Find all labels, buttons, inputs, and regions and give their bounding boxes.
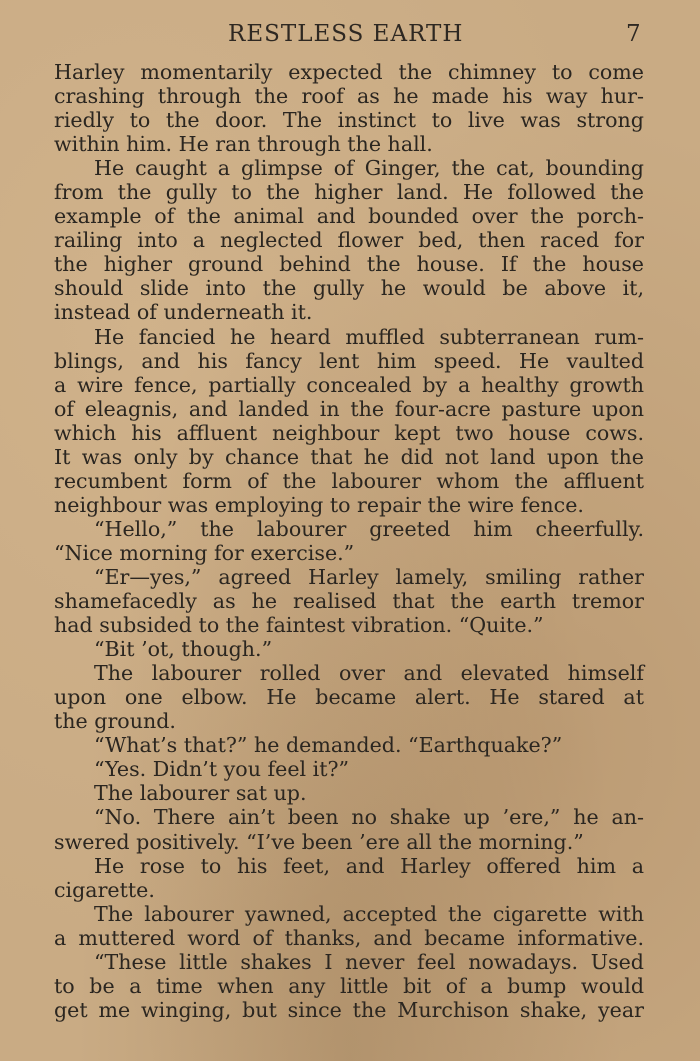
text-line: The labourer rolled over and elevated himself xyxy=(94,661,644,686)
text-line: Harley momentarily expected the chimney to come xyxy=(54,60,644,84)
text-line: “Nice morning for exercise.” xyxy=(54,540,355,565)
text-line: “Er—yes,” agreed Harley lamely, smiling rather xyxy=(94,564,644,589)
text-line: swered positively. “I’ve been ’ere all the morning.” xyxy=(54,829,584,854)
text-line: “Yes. Didn’t you feel it?” xyxy=(94,757,350,782)
text-line: which his affluent neighbour kept two house cows. xyxy=(54,420,644,445)
text-line: “No. There ain’t been no shake up ’ere,” he an- xyxy=(94,805,644,830)
text-line: the ground. xyxy=(54,709,176,734)
text-line: should slide into the gully he would be above it, xyxy=(54,276,644,301)
text-line: to be a time when any little bit of a bump would xyxy=(54,973,644,998)
text-line: “These little shakes I never feel nowadays. Used xyxy=(94,949,644,974)
text-line: cigarette. xyxy=(54,877,155,902)
running-header xyxy=(0,18,700,50)
text-line: the higher ground behind the house. If the house xyxy=(54,252,644,277)
text-line: railing into a neglected flower bed, then raced for xyxy=(54,228,644,253)
text-line: a wire fence, partially concealed by a healthy growth xyxy=(54,372,644,397)
text-line: He caught a glimpse of Ginger, the cat, bounding xyxy=(94,156,644,181)
text-line: example of the animal and bounded over the porch- xyxy=(54,204,644,229)
text-line: It was only by chance that he did not land upon the xyxy=(54,444,644,469)
text-line: upon one elbow. He became alert. He stared at xyxy=(54,685,644,710)
text-line: get me winging, but since the Murchison shake, year xyxy=(54,997,644,1022)
text-line: neighbour was employing to repair the wire fence. xyxy=(54,492,584,517)
text-line: shamefacedly as he realised that the earth tremor xyxy=(54,589,644,614)
text-line: riedly to the door. The instinct to live was strong xyxy=(54,108,644,133)
text-line: “What’s that?” he demanded. “Earthquake?” xyxy=(94,733,563,758)
text-line: recumbent form of the labourer whom the affluent xyxy=(54,468,644,493)
text-line: within him. He ran through the hall. xyxy=(54,132,433,157)
running-title: RESTLESS EARTH xyxy=(228,21,464,47)
text-line: “Hello,” the labourer greeted him cheerfully. xyxy=(94,516,644,541)
text-line: a muttered word of thanks, and became informative. xyxy=(54,925,644,950)
text-line: The labourer yawned, accepted the cigarette with xyxy=(94,901,644,926)
text-line: crashing through the roof as he made his way hur- xyxy=(54,84,644,109)
text-line: He fancied he heard muffled subterranean rum- xyxy=(94,324,644,349)
text-line: from the gully to the higher land. He followed the xyxy=(54,180,644,205)
page-number: 7 xyxy=(626,21,641,47)
body-text xyxy=(54,60,644,1022)
text-line: had subsided to the faintest vibration. “Quite.” xyxy=(54,613,544,638)
text-line: instead of underneath it. xyxy=(54,300,313,325)
text-line: He rose to his feet, and Harley offered him a xyxy=(94,853,644,878)
text-line: “Bit ’ot, though.” xyxy=(94,637,273,662)
text-line: of eleagnis, and landed in the four-acre pasture upon xyxy=(54,396,644,421)
text-line: The labourer sat up. xyxy=(94,781,307,806)
text-line: blings, and his fancy lent him speed. He vaulted xyxy=(54,348,644,373)
